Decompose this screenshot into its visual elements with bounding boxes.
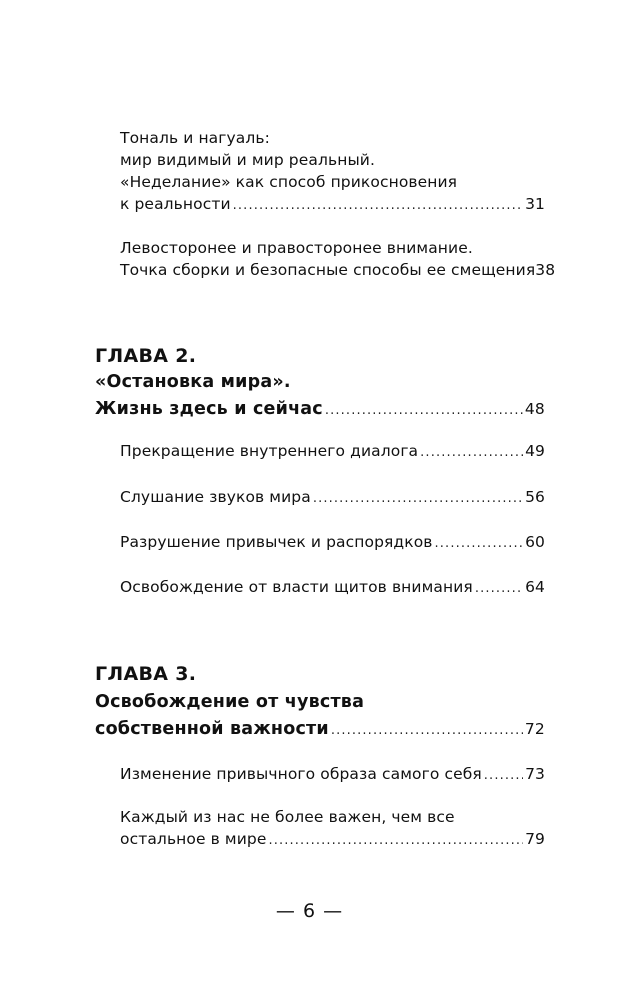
toc-entry-line: Левосторонее и правосторонее внимание. [120, 239, 473, 257]
toc-page-number: 48 [524, 400, 545, 418]
chapter-title-line: Освобождение от чувства [95, 692, 365, 712]
chapter-title-last-line [95, 396, 545, 424]
toc-item [120, 576, 545, 600]
toc-page-number: 38 [535, 261, 556, 279]
toc-page-number: 73 [525, 765, 545, 783]
chapter-title: Жизнь здесь и сейчас [95, 399, 323, 419]
toc-entry-line: Тональ и нагуаль: [120, 129, 270, 147]
chapter-3-heading [95, 661, 545, 744]
toc-item-title: Изменение привычного образа самого себя [120, 765, 482, 783]
toc-entry-line: мир видимый и мир реальный. [120, 151, 375, 169]
toc-entry-last-line [120, 193, 545, 217]
toc-item [120, 806, 545, 852]
chapter-title-last-line [95, 716, 545, 744]
chapter-title-line: «Остановка мира». [95, 372, 291, 392]
toc-entry-title: Точка сборки и безопасные способы ее смещения [120, 261, 536, 279]
chapter-label: ГЛАВА 3. [95, 663, 197, 685]
toc-page-number: 56 [525, 488, 545, 506]
dot-leader [475, 576, 523, 600]
toc-item [120, 531, 545, 555]
toc-page-number: 79 [525, 830, 545, 848]
toc-item-line: Каждый из нас не более важен, чем все [120, 808, 455, 826]
toc-entry-tonal [120, 127, 545, 217]
dot-leader [484, 763, 523, 787]
toc-page-number: 49 [525, 442, 545, 460]
toc-entry-last-line [120, 259, 556, 283]
dot-leader [268, 828, 523, 852]
dot-leader [331, 716, 523, 744]
dot-leader [313, 486, 523, 510]
chapter-label: ГЛАВА 2. [95, 345, 197, 367]
chapter-2-heading [95, 343, 545, 424]
toc-item-title: Прекращение внутреннего диалога [120, 442, 419, 460]
toc-item [120, 440, 545, 464]
page-number: — 6 — [275, 900, 344, 922]
toc-item [120, 486, 545, 510]
dot-leader [325, 396, 523, 424]
toc-page-number: 60 [525, 533, 545, 551]
toc-item [120, 763, 545, 787]
toc-entry-attention [120, 237, 556, 283]
dot-leader [435, 531, 524, 555]
toc-page-number: 31 [525, 195, 545, 213]
toc-page-number: 64 [525, 578, 545, 596]
toc-page-number: 72 [524, 720, 545, 738]
toc-entry-title: к реальности [120, 195, 231, 213]
toc-item-title: Освобождение от власти щитов внимания [120, 578, 473, 596]
toc-item-title: Разрушение привычек и распорядков [120, 533, 433, 551]
toc-item-title: Слушание звуков мира [120, 488, 311, 506]
dot-leader [233, 193, 523, 217]
toc-item-title: остальное в мире [120, 830, 267, 848]
chapter-title: собственной важности [95, 719, 329, 739]
dot-leader [420, 440, 523, 464]
toc-entry-line: «Неделание» как способ прикосновения [120, 173, 458, 191]
